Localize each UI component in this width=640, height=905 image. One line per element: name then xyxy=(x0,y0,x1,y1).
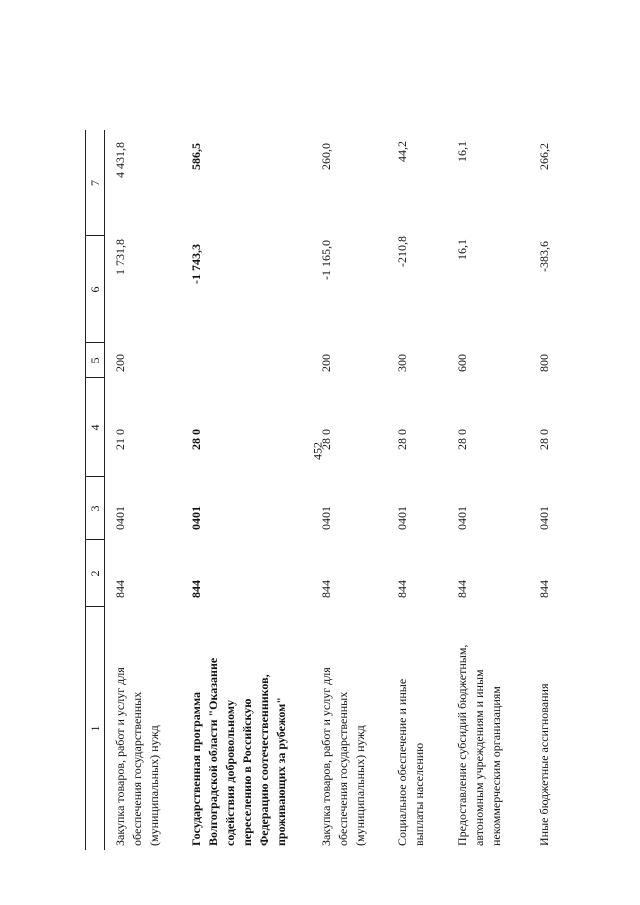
row-col-7: 586,5 xyxy=(189,143,203,170)
row-col-2: 844 xyxy=(395,580,409,598)
row-col-3: 0401 xyxy=(113,506,127,530)
row-col-3: 0401 xyxy=(395,506,409,530)
row-name: Иные бюджетные ассигнования xyxy=(537,683,551,846)
row-col-6: 16,1 xyxy=(455,239,469,260)
row-col-4: 28 0 xyxy=(395,429,409,450)
header-col-7: 7 xyxy=(88,180,102,186)
row-name: Государственная программа Волгоградской области "Оказание содействия добровольному переселению в Российскую Федерацию соотечественников, проживающих за рубежом" xyxy=(189,657,288,846)
row-col-2: 844 xyxy=(455,580,469,598)
header-col-1: 1 xyxy=(88,725,102,732)
row-col-5: 200 xyxy=(319,354,333,372)
row-col-7: 266,2 xyxy=(537,143,551,170)
row-col-5: 800 xyxy=(537,354,551,372)
header-col-4: 4 xyxy=(88,424,102,431)
row-col-6: -1 165,0 xyxy=(319,240,333,280)
row-name: Социальное обеспечение и иные выплаты населению xyxy=(395,678,426,846)
table-row xyxy=(112,130,172,850)
row-name: Закупка товаров, работ и услуг для обеспечения государственных (муниципальных) нужд xyxy=(319,667,367,846)
table-row xyxy=(318,130,378,850)
row-col-5: 600 xyxy=(455,354,469,372)
table-row xyxy=(454,130,524,850)
row-col-7: 44,2 xyxy=(395,141,409,162)
row-col-6: -383,6 xyxy=(537,241,551,272)
page-number: 452 xyxy=(310,442,325,460)
header-col-2: 2 xyxy=(88,570,102,577)
row-col-7: 4 431,8 xyxy=(113,142,127,178)
row-col-7: 260,0 xyxy=(319,143,333,170)
row-col-6: 1 731,8 xyxy=(113,239,127,275)
row-name: Предоставление субсидий бюджетным, автономным учреждениям и иным некоммерческим организациям xyxy=(455,644,503,846)
row-col-3: 0401 xyxy=(319,506,333,530)
row-col-5: 200 xyxy=(113,354,127,372)
header-col-6: 6 xyxy=(88,286,102,293)
header-col-5: 5 xyxy=(88,357,102,364)
row-col-4: 28 0 xyxy=(455,429,469,450)
row-col-5: 300 xyxy=(395,354,409,372)
row-col-4: 28 0 xyxy=(537,429,551,450)
budget-table xyxy=(85,130,571,850)
row-col-4: 28 0 xyxy=(189,429,203,450)
row-col-2: 844 xyxy=(189,580,203,598)
row-col-6: -210,8 xyxy=(395,236,409,267)
row-col-7: 16,1 xyxy=(455,141,469,162)
row-col-2: 844 xyxy=(537,580,551,598)
row-col-3: 0401 xyxy=(455,506,469,530)
table-row xyxy=(536,130,556,850)
row-name: Закупка товаров, работ и услуг для обеспечения государственных (муниципальных) нужд xyxy=(113,667,161,846)
row-col-2: 844 xyxy=(319,580,333,598)
row-col-4: 28 0 xyxy=(319,429,333,450)
rotated-table-wrapper xyxy=(85,130,570,850)
row-col-3: 0401 xyxy=(537,506,551,530)
row-col-6: -1 743,3 xyxy=(189,244,203,284)
row-col-4: 21 0 xyxy=(113,429,127,450)
table-header xyxy=(86,130,105,850)
table-row xyxy=(394,130,434,850)
header-col-3: 3 xyxy=(88,505,102,512)
table-row xyxy=(188,130,308,850)
row-col-3: 0401 xyxy=(189,506,203,530)
row-col-2: 844 xyxy=(113,580,127,598)
